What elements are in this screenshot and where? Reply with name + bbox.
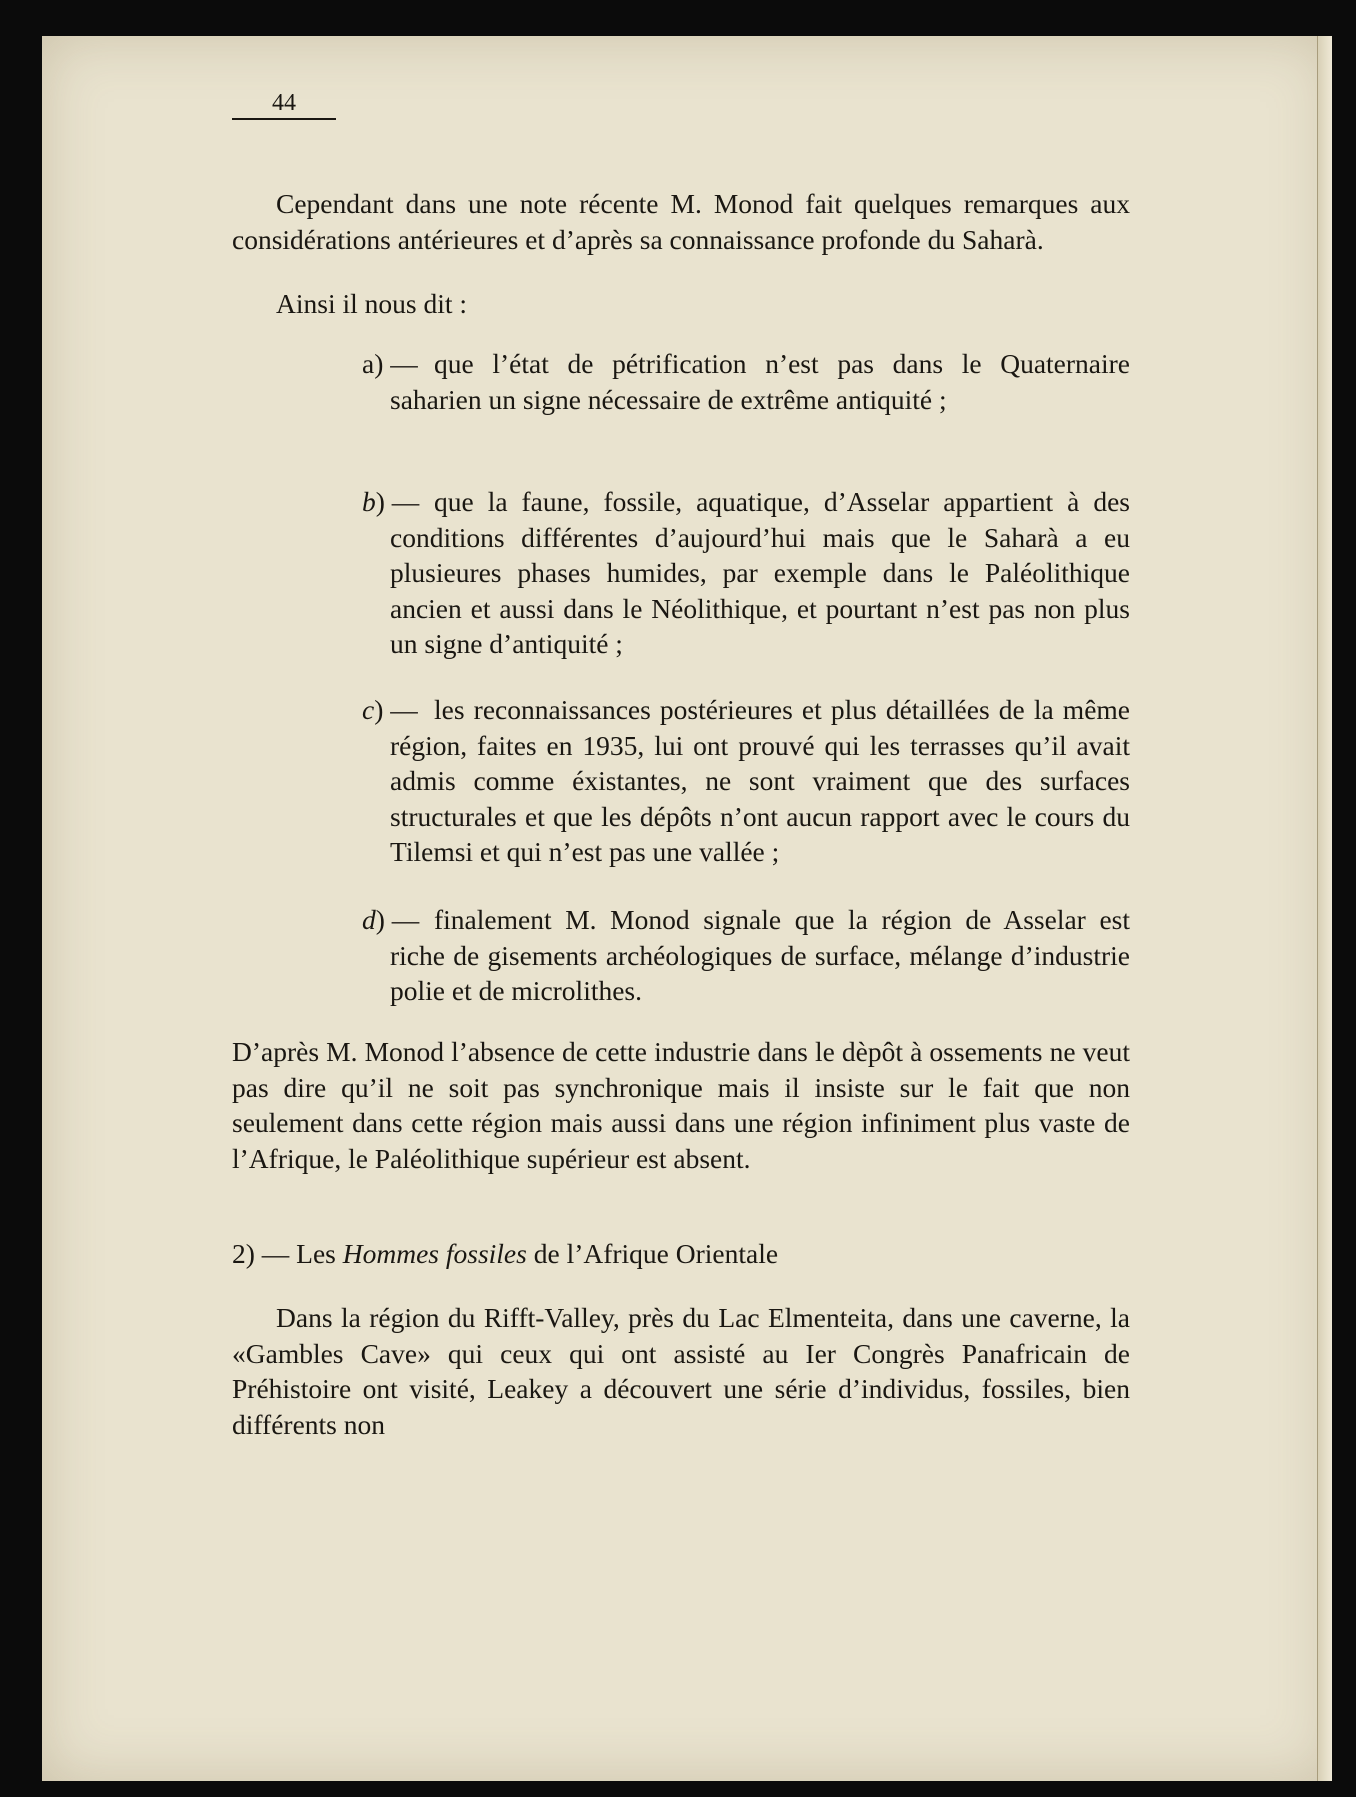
list-item-d: finalement M. Monod signale que la région de Asselar est riche de gisements archéologiques de surface, mélange d’industrie polie et de microlithes. bbox=[390, 904, 1130, 1006]
list-letter-c: c bbox=[362, 694, 375, 725]
closing-paragraph: D’après M. Monod l’absence de cette industrie dans le dèpôt à ossements ne veut pas dire qu’il ne soit pas synchronique mais il insiste sur le fait que non seulement dans cette région mais aussi dans une région infiniment plus vaste de l’Afrique, le Paléolithique supérieur est absent. bbox=[232, 1036, 1130, 1174]
page-edge bbox=[1317, 36, 1332, 1781]
list-letter-d: d bbox=[362, 904, 376, 935]
page-number: 44 bbox=[232, 88, 336, 120]
list-letter-a: a bbox=[362, 348, 375, 379]
section-heading-italic: Hommes fossiles bbox=[342, 1238, 527, 1269]
section-heading-prefix: 2) — Les bbox=[232, 1238, 343, 1269]
list-dash-a: ) — bbox=[374, 348, 418, 379]
intro-paragraph: Cependant dans une note récente M. Monod fait quelques remarques aux considérations antérieures et d’après sa connaissance profonde du Saharà. bbox=[232, 188, 1130, 255]
final-paragraph: Dans la région du Rifft-Valley, près du Lac Elmenteita, dans une caverne, la «Gambles Cave» qui ceux qui ont assisté au Ier Congrès Panafricain de Préhistoire ont visité, Leakey a découvert une série d’individus, fossiles, bien différents non bbox=[232, 1302, 1130, 1440]
list-dash-b: ) — bbox=[375, 486, 420, 517]
section-heading-suffix: de l’Afrique Orientale bbox=[526, 1238, 779, 1269]
list-item-a: que l’état de pétrification n’est pas dans le Quaternaire saharien un signe nécessaire de extrême antiquité ; bbox=[390, 348, 1130, 415]
list-dash-c: ) — bbox=[374, 694, 418, 725]
list-item-c: les reconnaissances postérieures et plus détaillées de la même région, faites en 1935, lui ont prouvé qui les terrasses qu’il avait admis comme éxistantes, ne sont vraiment que des surfaces structurales et que les dépôts n’ont aucun rapport avec le cours du Tilemsi et qui n’est pas une vallée ; bbox=[390, 694, 1130, 867]
list-dash-d: ) — bbox=[375, 904, 420, 935]
intro-lead-in: Ainsi il nous dit : bbox=[276, 288, 467, 319]
section-heading bbox=[232, 1236, 1130, 1271]
list-letter-b: b bbox=[362, 486, 376, 517]
list-item-b: que la faune, fossile, aquatique, d’Asselar appartient à des conditions différentes d’aujourd’hui mais que le Saharà a eu plusieures phases humides, par exemple dans le Paléolithique ancien et aussi dans le Néolithique, et pourtant n’est pas non plus un signe d’antiquité ; bbox=[390, 486, 1130, 659]
